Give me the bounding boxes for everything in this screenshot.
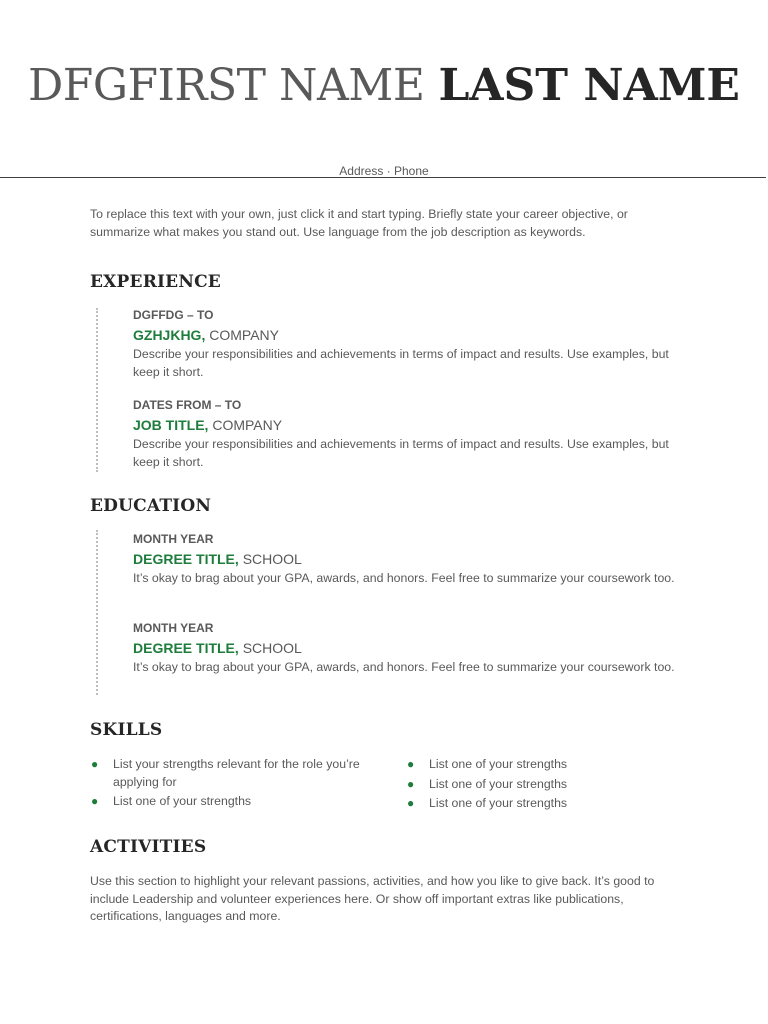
job-title[interactable]: JOB TITLE, (133, 417, 209, 433)
skills-list-right (407, 756, 687, 815)
entry-dates[interactable]: DATES FROM – TO (133, 398, 242, 412)
skill-item[interactable] (91, 793, 391, 811)
entry-title-line (133, 638, 678, 658)
degree-title[interactable]: DEGREE TITLE, (133, 640, 239, 656)
skill-text[interactable]: List one of your strengths (429, 757, 568, 771)
education-entry[interactable] (133, 530, 678, 588)
education-timeline (96, 530, 98, 695)
header-divider (0, 177, 766, 178)
activities-heading[interactable]: ACTIVITIES (90, 837, 207, 857)
entry-dates[interactable]: MONTH YEAR (133, 532, 214, 546)
skill-text[interactable]: List one of your strengths (429, 796, 568, 810)
company-name[interactable]: COMPANY (212, 417, 283, 433)
experience-timeline (96, 308, 98, 472)
entry-dates[interactable]: DGFFDG – TO (133, 308, 214, 322)
education-entry[interactable] (133, 619, 678, 677)
school-name[interactable]: SCHOOL (242, 551, 302, 567)
last-name[interactable]: LAST NAME (438, 60, 740, 111)
entry-dates[interactable]: MONTH YEAR (133, 621, 214, 635)
name-header[interactable] (0, 60, 768, 112)
degree-title[interactable]: DEGREE TITLE, (133, 551, 239, 567)
objective-summary[interactable]: To replace this text with your own, just click it and start typing. Briefly state your career objective, or summarize what makes you stand out. Use language from the job description as keywords. (90, 207, 628, 239)
skill-text[interactable]: List one of your strengths (113, 794, 252, 808)
job-title[interactable]: GZHJKHG, (133, 327, 206, 343)
skill-text[interactable]: List one of your strengths (429, 776, 568, 791)
skills-heading[interactable]: SKILLS (90, 720, 163, 740)
entry-title-line (133, 415, 678, 435)
skill-item[interactable] (91, 756, 391, 791)
education-heading[interactable]: EDUCATION (90, 496, 212, 516)
experience-entry[interactable] (133, 396, 678, 471)
entry-description[interactable]: Describe your responsibilities and achievements in terms of impact and results. Use examples, but keep it short. (133, 347, 669, 379)
bullet-icon: ● (407, 776, 415, 791)
entry-description[interactable]: It’s okay to brag about your GPA, awards, and honors. Feel free to summarize your coursework too. (133, 571, 675, 585)
activities-text[interactable]: Use this section to highlight your relevant passions, activities, and how you like to give back. It’s good to include Leadership and volunteer experiences here. Or show off important extras like publications, certifications, languages and more. (90, 874, 655, 923)
skill-item[interactable] (407, 756, 687, 774)
bullet-icon: ● (407, 796, 415, 810)
entry-title-line (133, 549, 678, 569)
experience-entry[interactable] (133, 306, 678, 381)
skill-text[interactable]: List your strengths relevant for the role you’re applying for (113, 757, 360, 789)
skill-item[interactable] (407, 776, 687, 794)
entry-description[interactable]: It’s okay to brag about your GPA, awards, and honors. Feel free to summarize your coursework too. (133, 660, 675, 674)
entry-description[interactable]: Describe your responsibilities and achievements in terms of impact and results. Use examples, but keep it short. (133, 437, 669, 469)
bullet-icon: ● (407, 757, 415, 771)
contact-info[interactable]: Address · Phone (339, 164, 429, 178)
skills-list-left (91, 756, 391, 813)
bullet-icon: ● (91, 757, 99, 771)
skill-item[interactable] (407, 795, 687, 813)
company-name[interactable]: COMPANY (209, 327, 279, 343)
first-name[interactable]: DFGFIRST NAME (28, 60, 425, 111)
school-name[interactable]: SCHOOL (242, 640, 302, 656)
experience-heading[interactable]: EXPERIENCE (90, 272, 221, 292)
bullet-icon: ● (91, 794, 99, 808)
entry-title-line (133, 325, 678, 345)
